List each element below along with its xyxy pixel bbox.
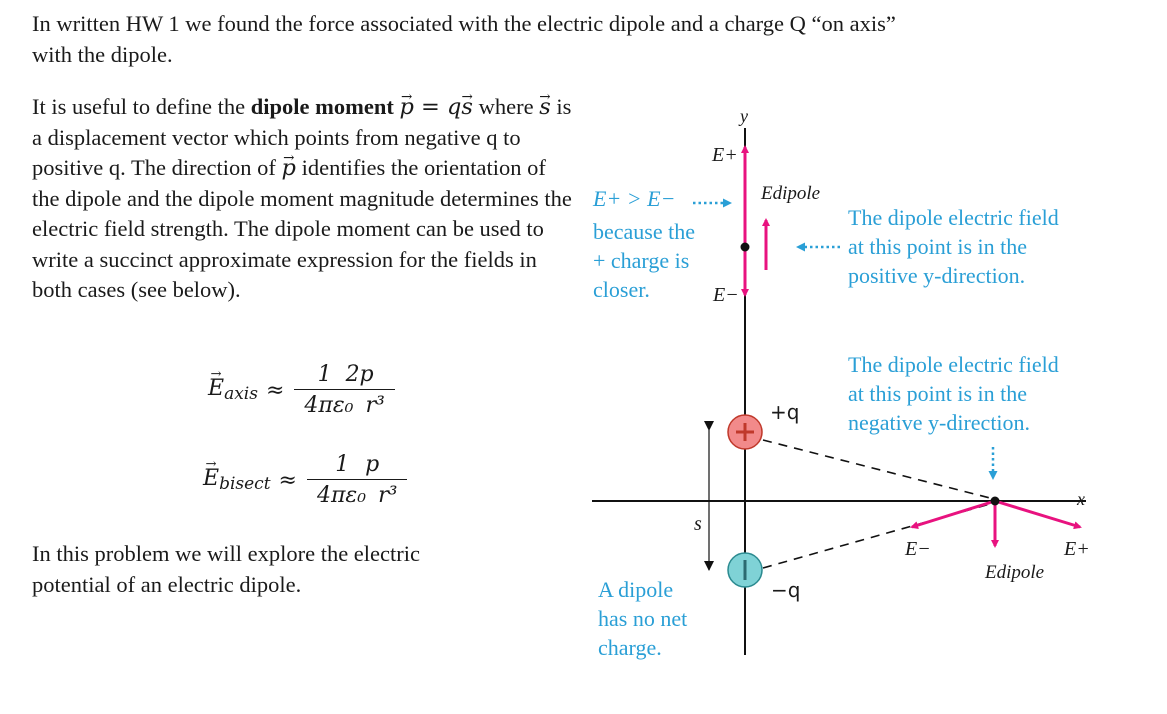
p-vector-symbol: → p <box>282 155 296 181</box>
e-minus-bottom-arrow <box>912 501 995 527</box>
e-bisect-numerator-1: 1 <box>335 452 350 477</box>
closing-line-2: potential of an electric dipole. <box>32 571 302 597</box>
separation-label: s <box>694 513 702 535</box>
top-note-line-3: positive y-direction. <box>848 263 1026 288</box>
x-axis-label: x <box>1077 489 1085 509</box>
e-plus-bottom-arrow <box>995 501 1080 527</box>
e-bisect-denominator-2: r³ <box>378 483 398 508</box>
right-note-line-2: at this point is in the <box>848 381 1028 406</box>
neutral-note-line-2: has no net <box>598 606 688 631</box>
dipole-moment-term: dipole moment <box>250 94 394 119</box>
top-note-line-2: at this point is in the <box>848 234 1028 259</box>
e-minus-bottom-label: E− <box>905 538 931 560</box>
intro-line-2: with the dipole. <box>32 42 173 67</box>
right-field-point <box>991 497 1000 506</box>
top-note-line-1: The dipole electric field <box>848 205 1059 230</box>
e-minus-top-label: E− <box>713 284 739 306</box>
neutral-note-line-1: A dipole <box>598 577 674 602</box>
because-line-2: + charge is <box>593 248 690 273</box>
e-dipole-top-label: Edipole <box>761 183 821 204</box>
e-bisect-subscript: bisect <box>219 474 271 494</box>
neutral-note <box>598 575 687 662</box>
because-line-1: because the <box>593 219 695 244</box>
neutral-note-line-3: charge. <box>598 635 662 660</box>
because-note <box>593 217 695 304</box>
para-part-3: is a displacement vector which points from negative q to positive q. The direction of <box>32 94 572 180</box>
e-plus-bottom-label: E+ <box>1064 538 1090 560</box>
e-bisect-denominator-1: 4πε₀ <box>316 483 367 508</box>
closing-line-1: In this problem we will explore the electric <box>32 541 420 566</box>
plus-dashed-line <box>763 440 990 498</box>
right-note-line-3: negative y-direction. <box>848 410 1031 435</box>
e-bisect-numerator-2: p <box>365 452 380 477</box>
top-field-point <box>741 243 750 252</box>
y-axis-label: y <box>740 106 748 126</box>
e-axis-subscript: axis <box>224 384 258 404</box>
para-part-4: identifies the orientation of the dipole and the dipole moment magnitude determines the electric field strength. The dipole moment can be used to write a succinct approximate expression for the fields in both cases (see below). <box>32 155 572 302</box>
comparison-note: E+ > E− <box>593 186 676 211</box>
e-axis-denominator-2: r³ <box>365 393 385 418</box>
plus-charge-label: +q <box>770 400 800 424</box>
e-axis-numerator-1: 1 <box>317 362 332 387</box>
right-field-note <box>848 350 1059 437</box>
e-bisect-symbol: → E <box>203 466 219 491</box>
s-vector-symbol: → s <box>539 94 551 120</box>
top-field-note <box>848 203 1059 290</box>
e-plus-top-label: E+ <box>712 144 738 166</box>
e-axis-symbol: → E <box>208 376 224 401</box>
right-note-line-1: The dipole electric field <box>848 352 1059 377</box>
approx-sign: ≈ <box>278 467 297 493</box>
minus-charge-label: −q <box>771 578 801 602</box>
para-part-2: where <box>472 94 540 119</box>
dipole-moment-formula: → p = q→ s <box>399 94 473 120</box>
e-axis-denominator-1: 4πε₀ <box>304 393 354 418</box>
e-dipole-bottom-label: Edipole <box>985 562 1045 583</box>
para-part-1: It is useful to define the <box>32 94 251 119</box>
e-axis-numerator-2: 2p <box>345 362 374 387</box>
intro-line-1: In written HW 1 we found the force associated with the electric dipole and a charge Q “on axis” <box>32 11 896 36</box>
because-line-3: closer. <box>593 277 650 302</box>
approx-sign: ≈ <box>265 377 285 403</box>
